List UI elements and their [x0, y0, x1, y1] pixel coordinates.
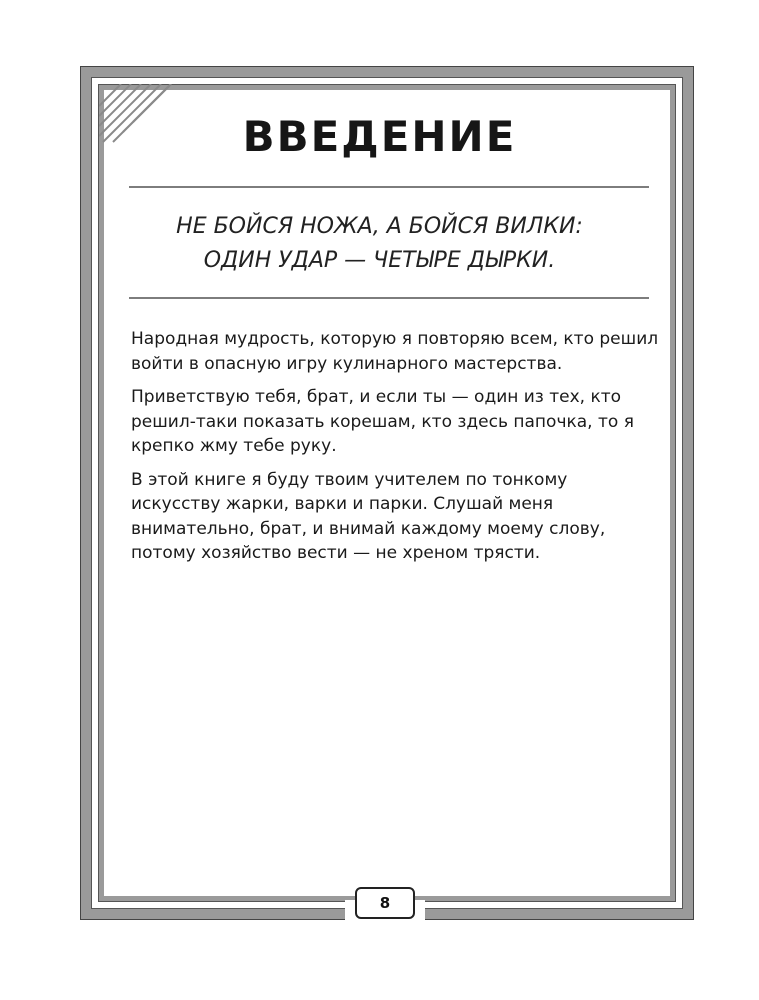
bottom-divider — [129, 297, 649, 299]
body-text — [131, 327, 661, 575]
epigraph-line-1: НЕ БОЙСЯ НОЖА, А БОЙСЯ ВИЛКИ: — [176, 214, 583, 239]
epigraph-line-2: ОДИН УДАР — ЧЕТЫРЕ ДЫРКИ. — [203, 248, 556, 273]
paragraph-2: Приветствую тебя, брат, и если ты — один из тех, кто решил-таки показать корешам, кто здесь папочка, то я крепко жму тебе руку. — [131, 387, 634, 456]
page-number: 8 — [355, 887, 415, 919]
paragraph-3: В этой книге я буду твоим учителем по тонкому искусству жарки, варки и парки. Слушай меня внимательно, брат, и внимай каждому моему слову, потому хозяйство вести — не хреном трясти. — [131, 469, 606, 563]
epigraph — [0, 210, 759, 278]
page-title: ВВЕДЕНИЕ — [242, 112, 517, 161]
top-divider — [129, 186, 649, 188]
paragraph-1: Народная мудрость, которую я повторяю всем, кто решил войти в опасную игру кулинарного мастерства. — [131, 329, 659, 374]
